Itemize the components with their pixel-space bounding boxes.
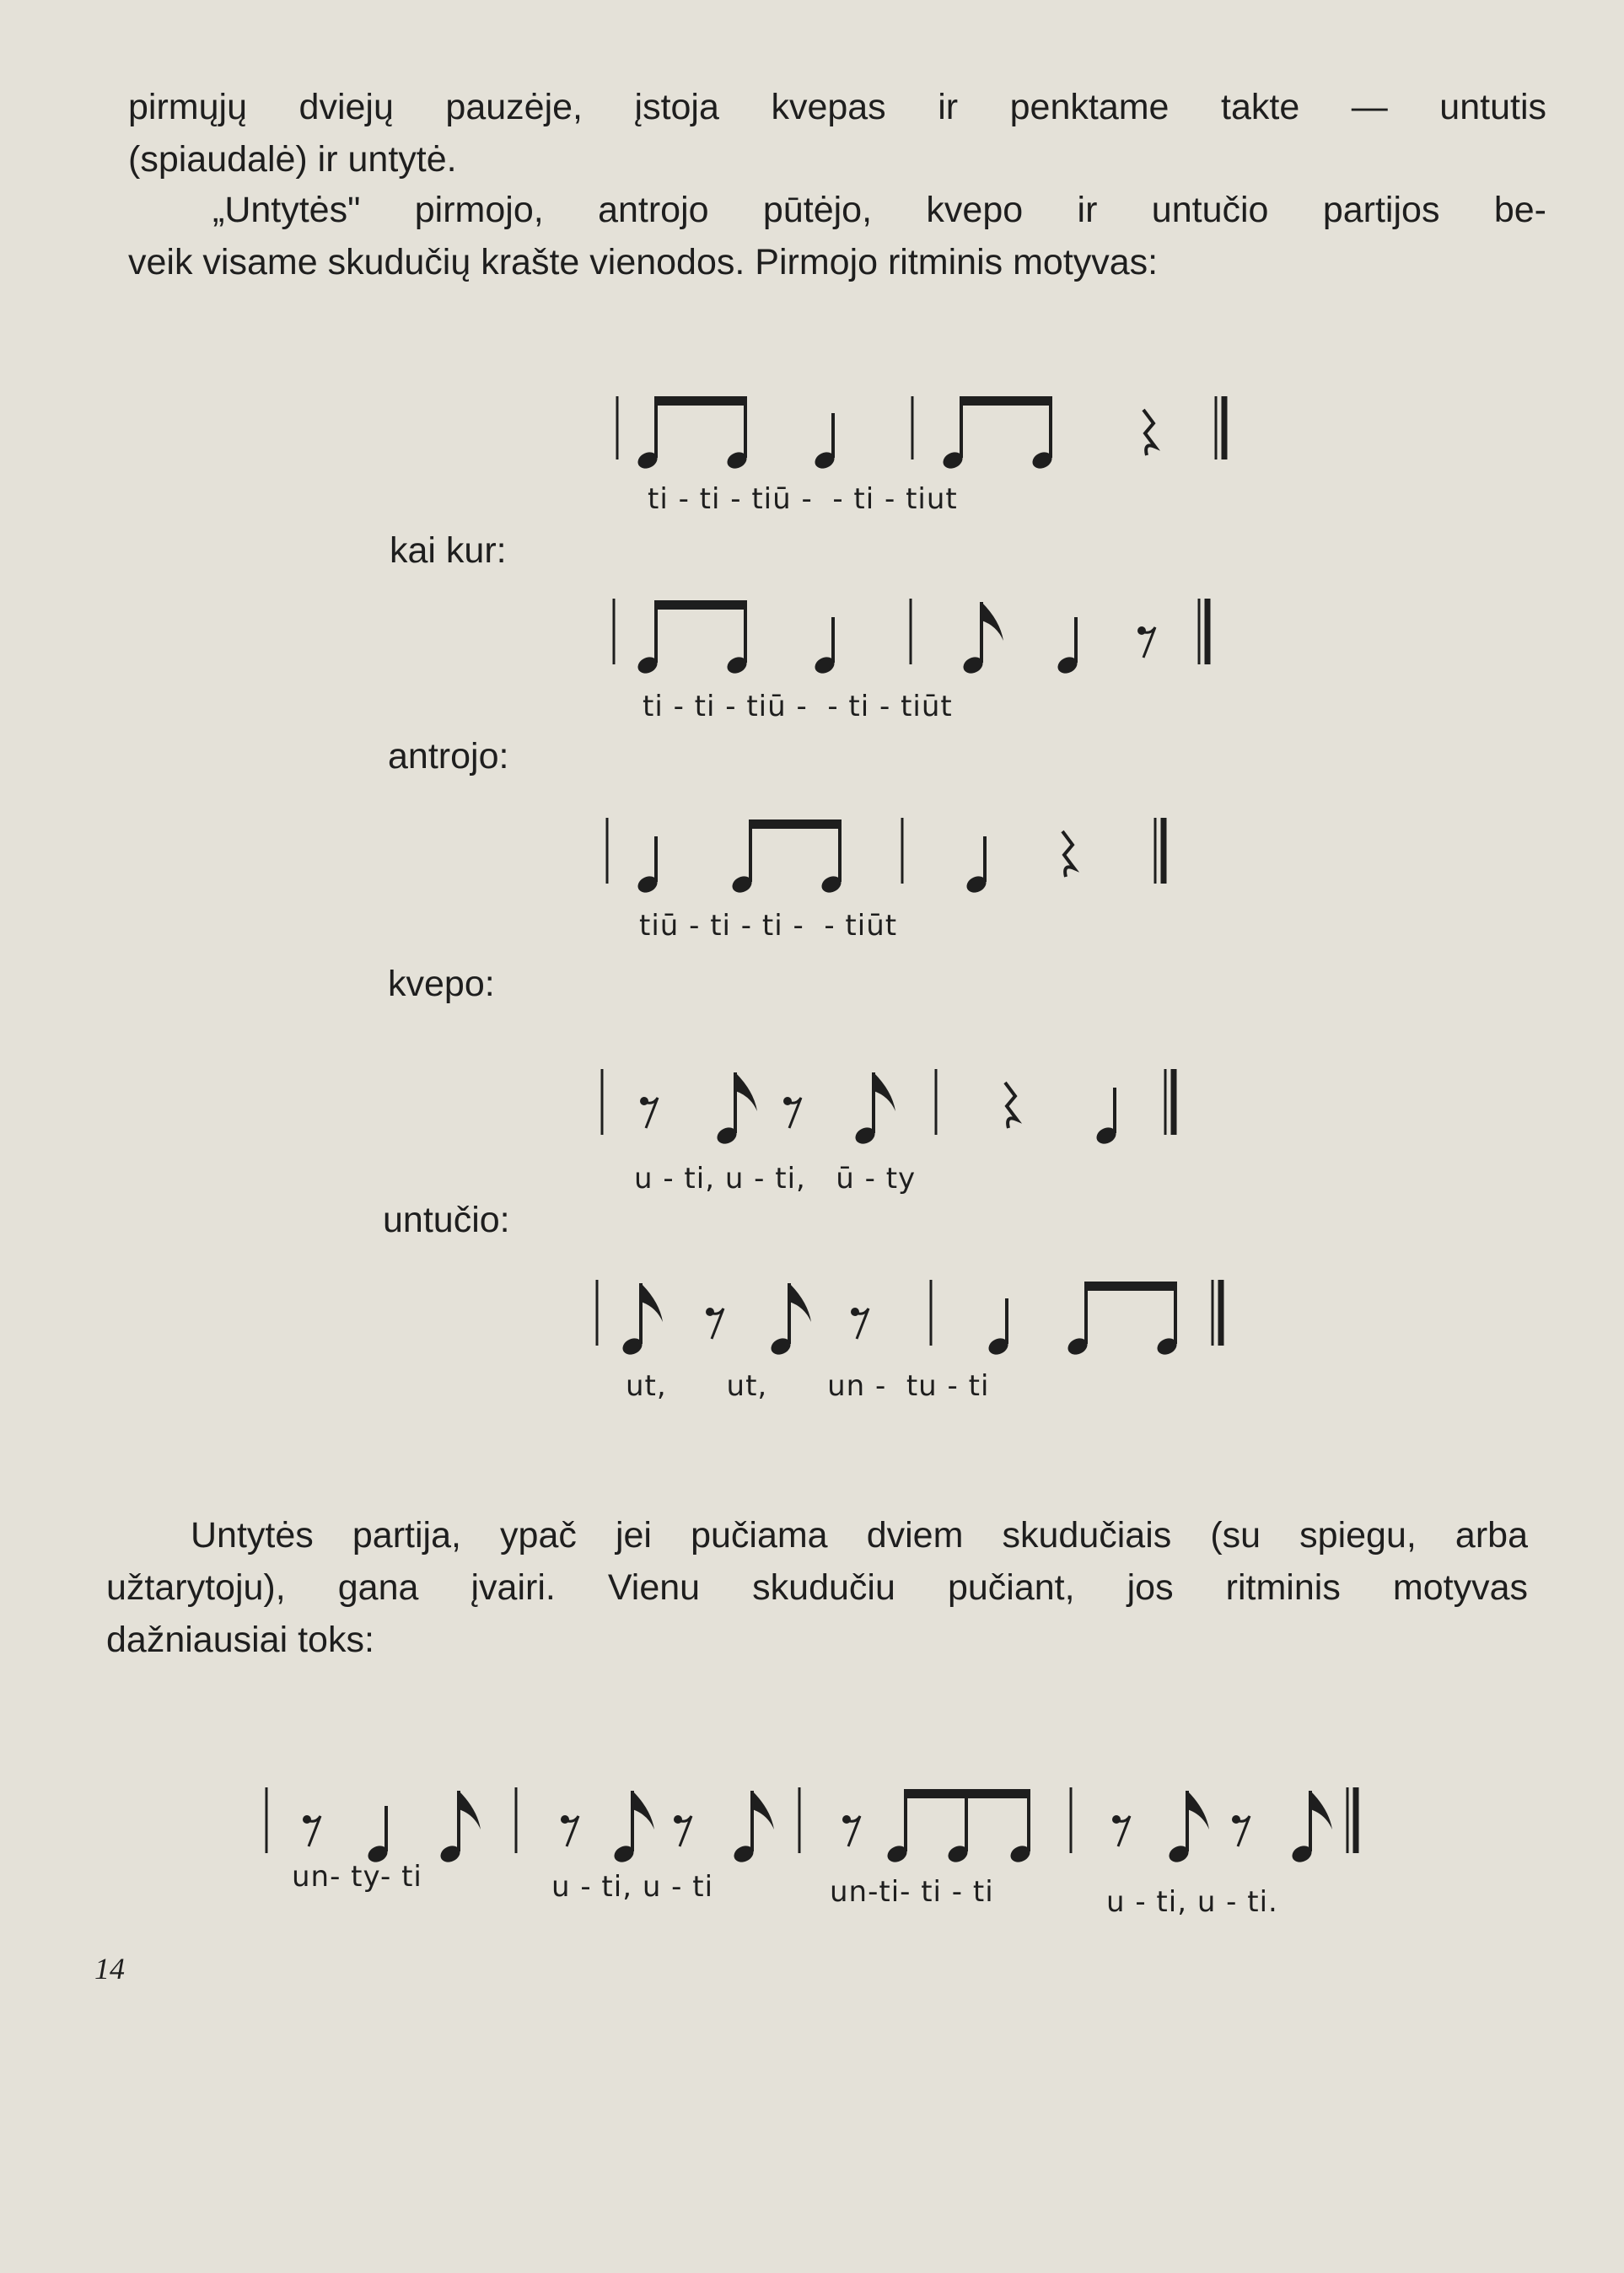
text-line: (spiaudalė) ir untytė. bbox=[128, 139, 457, 180]
paragraph-2 bbox=[128, 184, 1546, 288]
paragraph-3 bbox=[106, 1509, 1528, 1666]
syllables-1: ti - ti - tiū - - ti - tiut bbox=[648, 482, 958, 516]
rhythm-notation-1 bbox=[607, 379, 1248, 497]
text-line: dažniausiai toks: bbox=[106, 1620, 374, 1660]
text-line: pirmųjų dviejų pauzėje, įstoja kvepas ir penktame takte — untutis bbox=[128, 87, 1546, 127]
label-antrojo: antrojo: bbox=[388, 736, 509, 776]
text-line: „Untytės" pirmojo, antrojo pūtėjo, kvepo ir untučio partijos be- bbox=[212, 190, 1546, 230]
paragraph-1 bbox=[128, 81, 1546, 185]
syllables-4: u - ti, u - ti, ū - ty bbox=[634, 1162, 917, 1196]
rhythm-notation-final bbox=[256, 1771, 1369, 1889]
final-syllables-1: un- ty- ti bbox=[292, 1860, 422, 1894]
rhythm-notation-4 bbox=[592, 1061, 1199, 1179]
final-syllables-3: un-ti- ti - ti bbox=[830, 1875, 994, 1909]
syllables-3: tiū - ti - ti - - tiūt bbox=[639, 909, 898, 943]
label-kai-kur: kai kur: bbox=[390, 530, 507, 571]
syllables-2: ti - ti - tiū - - ti - tiūt bbox=[643, 690, 953, 723]
final-syllables-4: u - ti, u - ti. bbox=[1106, 1885, 1278, 1919]
label-kvepo: kvepo: bbox=[388, 964, 495, 1004]
final-syllables-2: u - ti, u - ti bbox=[551, 1870, 714, 1904]
page-number: 14 bbox=[94, 1952, 125, 1986]
label-untucio: untučio: bbox=[383, 1200, 510, 1240]
text-line: Untytės partija, ypač jei pučiama dviem skudučiais (su spiegu, arba bbox=[191, 1515, 1528, 1556]
text-line: veik visame skudučių krašte vienodos. Pirmojo ritminis motyvas: bbox=[128, 242, 1159, 282]
text-line: užtarytoju), gana įvairi. Vienu skudučiu pučiant, jos ritminis motyvas bbox=[106, 1567, 1528, 1608]
syllables-5: ut, ut, un - tu - ti bbox=[626, 1369, 990, 1403]
